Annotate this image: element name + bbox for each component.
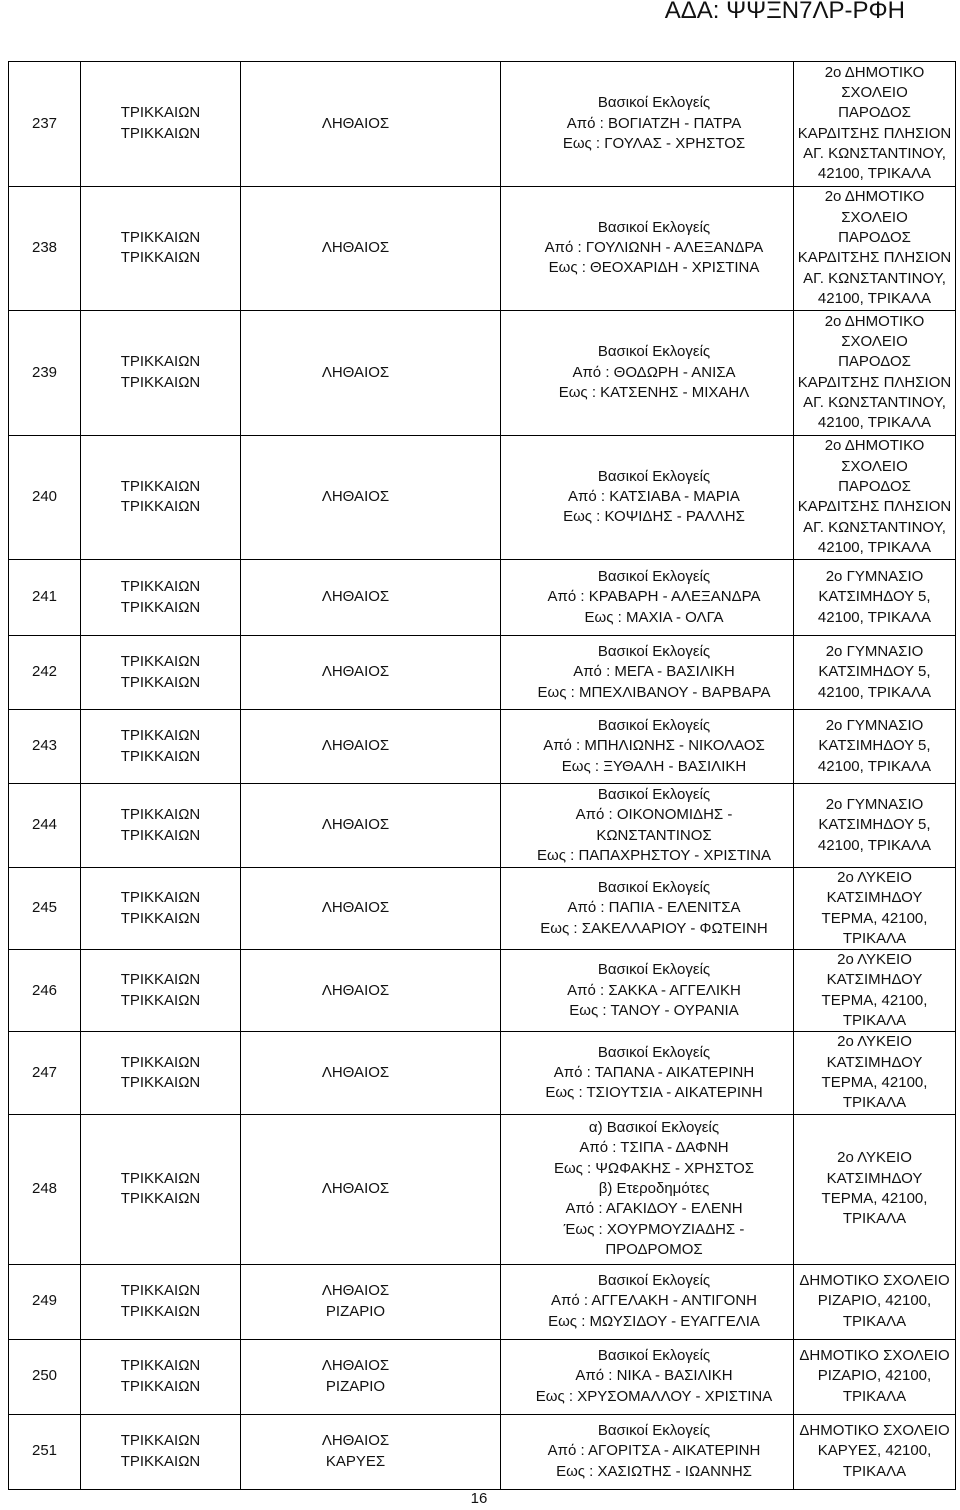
location-line: ΣΧΟΛΕΙΟ (841, 333, 908, 351)
polling-location-cell (794, 1114, 956, 1264)
location-line: 42100, ΤΡΙΚΑΛΑ (817, 165, 932, 183)
district-line: ΛΗΘΑΙΟΣ (321, 737, 390, 755)
district-cell (241, 1414, 501, 1489)
district-line: ΛΗΘΑΙΟΣ (321, 1063, 390, 1081)
voters-line: Από : ΘΟΔΩΡΗ - ΑΝΙΣΑ (572, 363, 736, 381)
municipality-cell (81, 435, 241, 560)
table-row (9, 1114, 956, 1264)
location-line: ΠΑΡΟΔΟΣ (838, 353, 911, 371)
municipality-line: ΤΡΙΚΚΑΙΩΝ (120, 971, 201, 989)
voters-cell (501, 62, 794, 187)
location-line: ΑΓ. ΚΩΝΣΤΑΝΤΙΝΟΥ, (803, 394, 946, 412)
location-line: 2ο ΔΗΜΟΤΙΚΟ (824, 312, 925, 330)
voters-line: Από : ΒΟΓΙΑΤΖΗ - ΠΑΤΡΑ (566, 114, 742, 132)
voters-line: Από : ΤΑΠΑΝΑ - ΑΙΚΑΤΕΡΙΝΗ (553, 1063, 755, 1081)
voters-line: Εως : ΨΩΦΑΚΗΣ - ΧΡΗΣΤΟΣ (553, 1159, 755, 1177)
voters-line: Βασικοί Εκλογείς (597, 1272, 711, 1290)
location-line: ΚΑΤΣΙΜΗΔΟΥ (826, 971, 923, 989)
station-number: 251 (9, 1414, 81, 1489)
district-line: ΛΗΘΑΙΟΣ (321, 488, 390, 506)
district-line: ΛΗΘΑΙΟΣ (321, 239, 390, 257)
voters-line: Εως : ΚΟΨΙΔΗΣ - ΡΑΛΛΗΣ (563, 508, 745, 526)
municipality-cell (81, 868, 241, 950)
municipality-line: ΤΡΙΚΚΑΙΩΝ (120, 104, 201, 122)
location-line: ΤΕΡΜΑ, 42100, (821, 991, 928, 1009)
district-cell (241, 1032, 501, 1114)
location-line: ΣΧΟΛΕΙΟ (841, 457, 908, 475)
station-number: 240 (9, 435, 81, 560)
page-number: 16 (470, 1490, 488, 1507)
district-cell (241, 710, 501, 784)
municipality-line: ΤΡΙΚΚΑΙΩΝ (120, 373, 201, 391)
district-cell (241, 186, 501, 311)
table-row (9, 784, 956, 868)
voters-cell (501, 1264, 794, 1339)
municipality-cell (81, 710, 241, 784)
voters-cell (501, 186, 794, 311)
polling-location-cell (794, 868, 956, 950)
municipality-line: ΤΡΙΚΚΑΙΩΝ (120, 727, 201, 745)
station-number: 243 (9, 710, 81, 784)
voters-line: Εως : ΧΡΥΣΟΜΑΛΛΟΥ - ΧΡΙΣΤΙΝΑ (535, 1387, 773, 1405)
municipality-line: ΤΡΙΚΚΑΙΩΝ (120, 1190, 201, 1208)
location-line: ΣΧΟΛΕΙΟ (841, 208, 908, 226)
district-cell (241, 868, 501, 950)
table-row (9, 62, 956, 187)
voters-line: Από : ΑΓΓΕΛΑΚΗ - ΑΝΤΙΓΟΝΗ (550, 1292, 758, 1310)
district-line: ΛΗΘΑΙΟΣ (321, 114, 390, 132)
location-line: ΚΑΡΔΙΤΣΗΣ ΠΛΗΣΙΟΝ (797, 498, 952, 516)
voters-line: Βασικοί Εκλογείς (597, 467, 711, 485)
voters-cell (501, 435, 794, 560)
table-row (9, 636, 956, 710)
voters-line: Βασικοί Εκλογείς (597, 961, 711, 979)
voters-line: Εως : ΠΑΠΑΧΡΗΣΤΟΥ - ΧΡΙΣΤΙΝΑ (537, 846, 771, 864)
voters-line: Εως : ΚΑΤΣΕΝΗΣ - ΜΙΧΑΗΛ (558, 383, 750, 401)
ada-identifier: ΑΔΑ: ΨΨΞΝ7ΛΡ-ΡΦΗ (664, 0, 905, 24)
voters-line: Βασικοί Εκλογείς (597, 218, 711, 236)
voters-line: Από : ΤΣΙΠΑ - ΔΑΦΝΗ (579, 1139, 729, 1157)
district-cell (241, 784, 501, 868)
polling-location-cell (794, 1264, 956, 1339)
municipality-line: ΤΡΙΚΚΑΙΩΝ (120, 1073, 201, 1091)
location-line: 2ο ΔΗΜΟΤΙΚΟ (824, 63, 925, 81)
district-line: ΛΗΘΑΙΟΣ (321, 1282, 390, 1300)
table-row (9, 1264, 956, 1339)
district-line: ΛΗΘΑΙΟΣ (321, 588, 390, 606)
location-line: ΔΗΜΟΤΙΚΟ ΣΧΟΛΕΙΟ (799, 1347, 950, 1365)
location-line: ΑΓ. ΚΩΝΣΤΑΝΤΙΝΟΥ, (803, 145, 946, 163)
polling-location-cell (794, 560, 956, 636)
voters-line: Από : ΑΓΑΚΙΔΟΥ - ΕΛΕΝΗ (565, 1200, 743, 1218)
voters-cell (501, 868, 794, 950)
polling-location-cell (794, 1032, 956, 1114)
voters-cell (501, 1339, 794, 1414)
municipality-line: ΤΡΙΚΚΑΙΩΝ (120, 1452, 201, 1470)
municipality-line: ΤΡΙΚΚΑΙΩΝ (120, 1302, 201, 1320)
location-line: 2ο ΛΥΚΕΙΟ (837, 869, 912, 886)
voters-line: Εως : ΞΥΘΑΛΗ - ΒΑΣΙΛΙΚΗ (561, 757, 747, 775)
location-line: ΚΑΡΥΕΣ, 42100, (817, 1442, 932, 1460)
location-line: 42100, ΤΡΙΚΑΛΑ (817, 836, 932, 854)
polling-location-cell (794, 1339, 956, 1414)
voters-line: ΚΩΝΣΤΑΝΤΙΝΟΣ (596, 826, 712, 844)
location-line: ΚΑΤΣΙΜΗΔΟΥ 5, (818, 816, 931, 834)
district-cell (241, 1264, 501, 1339)
polling-stations-table (8, 61, 956, 1490)
location-line: 2ο ΓΥΜΝΑΣΙΟ (825, 568, 924, 586)
voters-line: Έως : ΧΟΥΡΜΟΥΖΙΑΔΗΣ - (563, 1220, 745, 1238)
location-line: ΤΡΙΚΑΛΑ (842, 1312, 907, 1330)
municipality-line: ΤΡΙΚΚΑΙΩΝ (120, 909, 201, 927)
voters-line: Από : ΜΠΗΛΙΩΝΗΣ - ΝΙΚΟΛΑΟΣ (543, 737, 765, 755)
district-cell (241, 636, 501, 710)
voters-line: Βασικοί Εκλογείς (597, 717, 711, 735)
polling-location-cell (794, 435, 956, 560)
location-line: ΚΑΤΣΙΜΗΔΟΥ 5, (818, 588, 931, 606)
district-line: ΛΗΘΑΙΟΣ (321, 981, 390, 999)
district-cell (241, 1114, 501, 1264)
location-line: ΚΑΤΣΙΜΗΔΟΥ (826, 889, 923, 907)
district-cell (241, 560, 501, 636)
location-line: 2ο ΛΥΚΕΙΟ (837, 1033, 912, 1051)
location-line: ΠΑΡΟΔΟΣ (838, 228, 911, 246)
location-line: 42100, ΤΡΙΚΑΛΑ (817, 289, 932, 307)
municipality-line: ΤΡΙΚΚΑΙΩΝ (120, 124, 201, 142)
location-line: ΤΡΙΚΑΛΑ (842, 929, 907, 947)
location-line: ΚΑΤΣΙΜΗΔΟΥ (826, 1169, 923, 1187)
voters-line: Από : ΑΓΟΡΙΤΣΑ - ΑΙΚΑΤΕΡΙΝΗ (547, 1442, 761, 1460)
station-number: 246 (9, 950, 81, 1032)
table-row (9, 186, 956, 311)
location-line: ΤΕΡΜΑ, 42100, (821, 909, 928, 927)
municipality-cell (81, 311, 241, 436)
location-line: ΚΑΤΣΙΜΗΔΟΥ 5, (818, 737, 931, 755)
voters-cell (501, 950, 794, 1032)
district-line: ΛΗΘΑΙΟΣ (321, 1357, 390, 1375)
polling-location-cell (794, 186, 956, 311)
location-line: 42100, ΤΡΙΚΑΛΑ (817, 414, 932, 432)
voters-line: Εως : ΣΑΚΕΛΛΑΡΙΟΥ - ΦΩΤΕΙΝΗ (540, 919, 768, 937)
location-line: ΚΑΤΣΙΜΗΔΟΥ (826, 1053, 923, 1071)
municipality-line: ΤΡΙΚΚΑΙΩΝ (120, 353, 201, 371)
municipality-line: ΤΡΙΚΚΑΙΩΝ (120, 1377, 201, 1395)
voters-line: Βασικοί Εκλογείς (597, 568, 711, 586)
station-number: 241 (9, 560, 81, 636)
location-line: 2ο ΓΥΜΝΑΣΙΟ (825, 643, 924, 661)
polling-location-cell (794, 636, 956, 710)
voters-line: Εως : ΧΑΣΙΩΤΗΣ - ΙΩΑΝΝΗΣ (556, 1462, 752, 1480)
municipality-line: ΤΡΙΚΚΑΙΩΝ (120, 1282, 201, 1300)
location-line: ΠΑΡΟΔΟΣ (838, 104, 911, 122)
municipality-cell (81, 1414, 241, 1489)
voters-line: Από : ΓΟΥΛΙΩΝΗ - ΑΛΕΞΑΝΔΡΑ (544, 239, 764, 257)
location-line: 2ο ΔΗΜΟΤΙΚΟ (824, 188, 925, 206)
municipality-line: ΤΡΙΚΚΑΙΩΝ (120, 477, 201, 495)
location-line: ΚΑΤΣΙΜΗΔΟΥ 5, (818, 663, 931, 681)
voters-cell (501, 710, 794, 784)
voters-cell (501, 1414, 794, 1489)
municipality-cell (81, 636, 241, 710)
voters-line: Εως : ΜΠΕΧΛΙΒΑΝΟΥ - ΒΑΡΒΑΡΑ (537, 683, 771, 701)
municipality-line: ΤΡΙΚΚΑΙΩΝ (120, 826, 201, 844)
location-line: 2ο ΓΥΜΝΑΣΙΟ (825, 796, 924, 814)
polling-location-cell (794, 1414, 956, 1489)
table-row (9, 710, 956, 784)
location-line: 42100, ΤΡΙΚΑΛΑ (817, 757, 932, 775)
location-line: ΤΡΙΚΑΛΑ (842, 1094, 907, 1112)
voters-line: Βασικοί Εκλογείς (597, 643, 711, 661)
voters-cell (501, 311, 794, 436)
municipality-line: ΤΡΙΚΚΑΙΩΝ (120, 673, 201, 691)
municipality-cell (81, 1032, 241, 1114)
district-line: ΛΗΘΑΙΟΣ (321, 1179, 390, 1197)
location-line: ΚΑΡΔΙΤΣΗΣ ΠΛΗΣΙΟΝ (797, 124, 952, 142)
station-number: 242 (9, 636, 81, 710)
location-line: ΔΗΜΟΤΙΚΟ ΣΧΟΛΕΙΟ (799, 1272, 950, 1290)
voters-line: β) Ετεροδημότες (598, 1179, 710, 1197)
voters-cell (501, 1114, 794, 1264)
municipality-line: ΤΡΙΚΚΑΙΩΝ (120, 1169, 201, 1187)
location-line: ΤΡΙΚΑΛΑ (842, 1387, 907, 1405)
voters-line: Από : ΣΑΚΚΑ - ΑΓΓΕΛΙΚΗ (567, 981, 741, 999)
polling-location-cell (794, 710, 956, 784)
location-line: ΚΑΡΔΙΤΣΗΣ ΠΛΗΣΙΟΝ (797, 249, 952, 267)
municipality-line: ΤΡΙΚΚΑΙΩΝ (120, 991, 201, 1009)
location-line: ΣΧΟΛΕΙΟ (841, 84, 908, 102)
location-line: ΤΕΡΜΑ, 42100, (821, 1073, 928, 1091)
location-line: ΤΡΙΚΑΛΑ (842, 1012, 907, 1030)
municipality-cell (81, 1339, 241, 1414)
municipality-line: ΤΡΙΚΚΑΙΩΝ (120, 806, 201, 824)
voters-cell (501, 784, 794, 868)
voters-line: Από : ΚΑΤΣΙΑΒΑ - ΜΑΡΙΑ (568, 488, 740, 506)
voters-line: ΠΡΟΔΡΟΜΟΣ (605, 1240, 703, 1258)
voters-line: Εως : ΤΣΙΟΥΤΣΙΑ - ΑΙΚΑΤΕΡΙΝΗ (545, 1084, 763, 1102)
voters-line: α) Βασικοί Εκλογείς (588, 1119, 720, 1137)
voters-line: Βασικοί Εκλογείς (597, 879, 711, 897)
station-number: 239 (9, 311, 81, 436)
station-number: 250 (9, 1339, 81, 1414)
voters-line: Βασικοί Εκλογείς (597, 1347, 711, 1365)
location-line: ΔΗΜΟΤΙΚΟ ΣΧΟΛΕΙΟ (799, 1422, 950, 1440)
location-line: ΤΕΡΜΑ, 42100, (821, 1190, 928, 1208)
municipality-line: ΤΡΙΚΚΑΙΩΝ (120, 889, 201, 907)
table-row (9, 560, 956, 636)
municipality-line: ΤΡΙΚΚΑΙΩΝ (120, 598, 201, 616)
table-row (9, 435, 956, 560)
municipality-cell (81, 560, 241, 636)
station-number: 244 (9, 784, 81, 868)
polling-location-cell (794, 62, 956, 187)
district-line: ΛΗΘΑΙΟΣ (321, 1432, 390, 1450)
station-number: 247 (9, 1032, 81, 1114)
municipality-cell (81, 62, 241, 187)
municipality-line: ΤΡΙΚΚΑΙΩΝ (120, 228, 201, 246)
district-line: ΛΗΘΑΙΟΣ (321, 899, 390, 917)
district-line: ΚΑΡΥΕΣ (325, 1452, 386, 1470)
municipality-line: ΤΡΙΚΚΑΙΩΝ (120, 498, 201, 516)
district-line: ΡΙΖΑΡΙΟ (325, 1377, 386, 1395)
table-row (9, 1339, 956, 1414)
municipality-line: ΤΡΙΚΚΑΙΩΝ (120, 1357, 201, 1375)
district-cell (241, 1339, 501, 1414)
location-line: ΡΙΖΑΡΙΟ, 42100, (817, 1367, 932, 1385)
district-cell (241, 311, 501, 436)
municipality-line: ΤΡΙΚΚΑΙΩΝ (120, 249, 201, 267)
location-line: 2ο ΓΥΜΝΑΣΙΟ (825, 717, 924, 735)
location-line: 2ο ΛΥΚΕΙΟ (837, 1149, 912, 1167)
location-line: ΤΡΙΚΑΛΑ (842, 1462, 907, 1480)
location-line: ΚΑΡΔΙΤΣΗΣ ΠΛΗΣΙΟΝ (797, 373, 952, 391)
location-line: ΑΓ. ΚΩΝΣΤΑΝΤΙΝΟΥ, (803, 518, 946, 536)
voters-line: Βασικοί Εκλογείς (597, 343, 711, 361)
municipality-line: ΤΡΙΚΚΑΙΩΝ (120, 747, 201, 765)
voters-cell (501, 560, 794, 636)
district-cell (241, 950, 501, 1032)
location-line: 2ο ΛΥΚΕΙΟ (837, 951, 912, 969)
polling-location-cell (794, 950, 956, 1032)
voters-cell (501, 636, 794, 710)
polling-location-cell (794, 784, 956, 868)
municipality-line: ΤΡΙΚΚΑΙΩΝ (120, 578, 201, 596)
location-line: 42100, ΤΡΙΚΑΛΑ (817, 608, 932, 626)
station-number: 237 (9, 62, 81, 187)
station-number: 248 (9, 1114, 81, 1264)
district-line: ΛΗΘΑΙΟΣ (321, 663, 390, 681)
voters-line: Βασικοί Εκλογείς (597, 1422, 711, 1440)
voters-line: Εως : ΜΩΥΣΙΔΟΥ - ΕΥΑΓΓΕΛΙΑ (548, 1312, 760, 1330)
municipality-line: ΤΡΙΚΚΑΙΩΝ (120, 1053, 201, 1071)
location-line: 42100, ΤΡΙΚΑΛΑ (817, 538, 932, 556)
location-line: 42100, ΤΡΙΚΑΛΑ (817, 683, 932, 701)
district-cell (241, 62, 501, 187)
table-row (9, 1414, 956, 1489)
table-row (9, 1032, 956, 1114)
municipality-cell (81, 1114, 241, 1264)
voters-cell (501, 1032, 794, 1114)
voters-line: Εως : ΤΑΝΟΥ - ΟΥΡΑΝΙΑ (569, 1001, 739, 1019)
location-line: ΡΙΖΑΡΙΟ, 42100, (817, 1292, 932, 1310)
district-line: ΛΗΘΑΙΟΣ (321, 816, 390, 834)
location-line: ΠΑΡΟΔΟΣ (838, 477, 911, 495)
voters-line: Από : ΜΕΓΑ - ΒΑΣΙΛΙΚΗ (573, 663, 735, 681)
voters-line: Βασικοί Εκλογείς (597, 785, 711, 803)
station-number: 245 (9, 868, 81, 950)
table-row (9, 868, 956, 950)
district-line: ΡΙΖΑΡΙΟ (325, 1302, 386, 1320)
polling-location-cell (794, 311, 956, 436)
district-cell (241, 435, 501, 560)
district-line: ΛΗΘΑΙΟΣ (321, 363, 390, 381)
voters-line: Βασικοί Εκλογείς (597, 1043, 711, 1061)
voters-line: Βασικοί Εκλογείς (597, 94, 711, 112)
voters-line: Από : ΚΡΑΒΑΡΗ - ΑΛΕΞΑΝΔΡΑ (547, 588, 761, 606)
table-row (9, 950, 956, 1032)
location-line: ΑΓ. ΚΩΝΣΤΑΝΤΙΝΟΥ, (803, 269, 946, 287)
location-line: ΤΡΙΚΑΛΑ (842, 1210, 907, 1228)
station-number: 249 (9, 1264, 81, 1339)
municipality-cell (81, 784, 241, 868)
municipality-line: ΤΡΙΚΚΑΙΩΝ (120, 653, 201, 671)
voters-line: Εως : ΜΑΧΙΑ - ΟΛΓΑ (584, 608, 724, 626)
municipality-cell (81, 186, 241, 311)
location-line: 2ο ΔΗΜΟΤΙΚΟ (824, 437, 925, 455)
municipality-cell (81, 950, 241, 1032)
voters-line: Από : ΝΙΚΑ - ΒΑΣΙΛΙΚΗ (575, 1367, 733, 1385)
municipality-cell (81, 1264, 241, 1339)
voters-line: Από : ΠΑΠΙΑ - ΕΛΕΝΙΤΣΑ (567, 899, 741, 917)
municipality-line: ΤΡΙΚΚΑΙΩΝ (120, 1432, 201, 1450)
voters-line: Εως : ΘΕΟΧΑΡΙΔΗ - ΧΡΙΣΤΙΝΑ (548, 259, 760, 277)
voters-line: Από : ΟΙΚΟΝΟΜΙΔΗΣ - (575, 806, 733, 824)
voters-line: Εως : ΓΟΥΛΑΣ - ΧΡΗΣΤΟΣ (562, 134, 746, 152)
station-number: 238 (9, 186, 81, 311)
table-row (9, 311, 956, 436)
